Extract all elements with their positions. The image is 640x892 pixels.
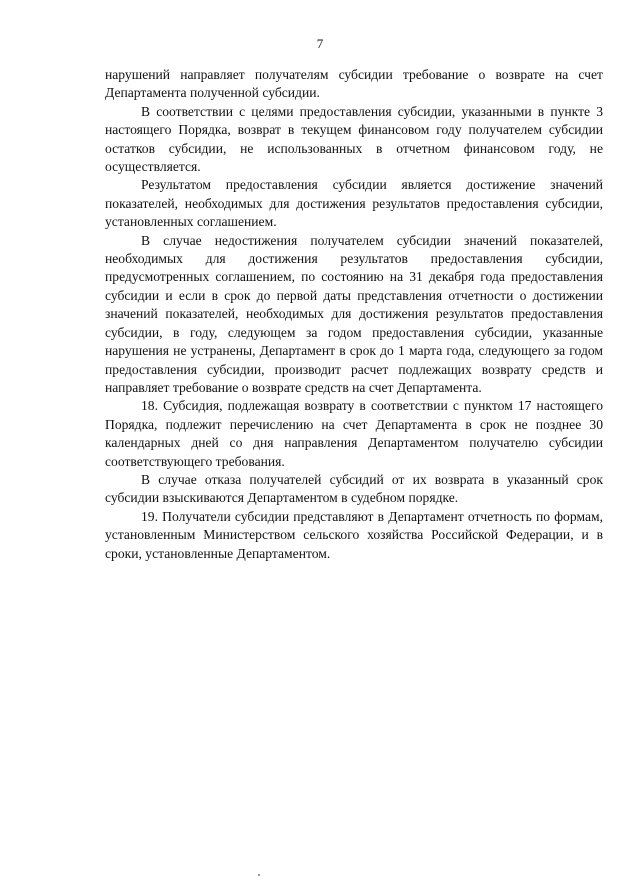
paragraph-return-remainders: В соответствии с целями предоставления субсидии, указанными в пункте 3 настоящего Порядка, возврат в текущем финансовом году получателем субсидии остатков субсидии, не использованных в отчетном финансовом году, не осуществляется. [105,103,603,175]
paragraph-refusal: В случае отказа получателей субсидий от их возврата в указанный срок субсидии взыскиваются Департаментом в судебном порядке. [105,471,603,506]
paragraph-continuation: нарушений направляет получателям субсидии требование о возврате на счет Департамента полученной субсидии. [105,67,603,101]
paragraph-result: Результатом предоставления субсидии является достижение значений показателей, необходимых для достижения результатов предоставления субсидии, установленных соглашением. [105,177,603,230]
document-body [105,66,603,563]
page-number: 7 [316,36,324,51]
paragraph-non-achievement: В случае недостижения получателем субсидии значений показателей, необходимых для достижения результатов предоставления субсидии, предусмотренных соглашением, по состоянию на 31 декабря года предоставления субсидии и если в срок до первой даты представления отчетности о достижении значений показателей, необходимых для достижения результатов предоставления субсидии, в году, следующем за годом предоставления субсидии, указанные нарушения не устранены, Департамент в срок до 1 марта года, следующего за годом предоставления субсидии, производит расчет подлежащих возврату средств и направляет требование о возврате средств на счет Департамента. [105,232,603,395]
paragraph-item-19: 19. Получатели субсидии представляют в Департамент отчетность по формам, установленным Министерством сельского хозяйства Российской Федерации, и в сроки, установленные Департаментом. [105,508,603,561]
paragraph-item-18: 18. Субсидия, подлежащая возврату в соответствии с пунктом 17 настоящего Порядка, подлежит перечислению на счет Департамента в срок не позднее 30 календарных дней со дня направления Департаментом получателю субсидии соответствующего требования. [105,398,603,469]
scan-speck [258,874,260,876]
